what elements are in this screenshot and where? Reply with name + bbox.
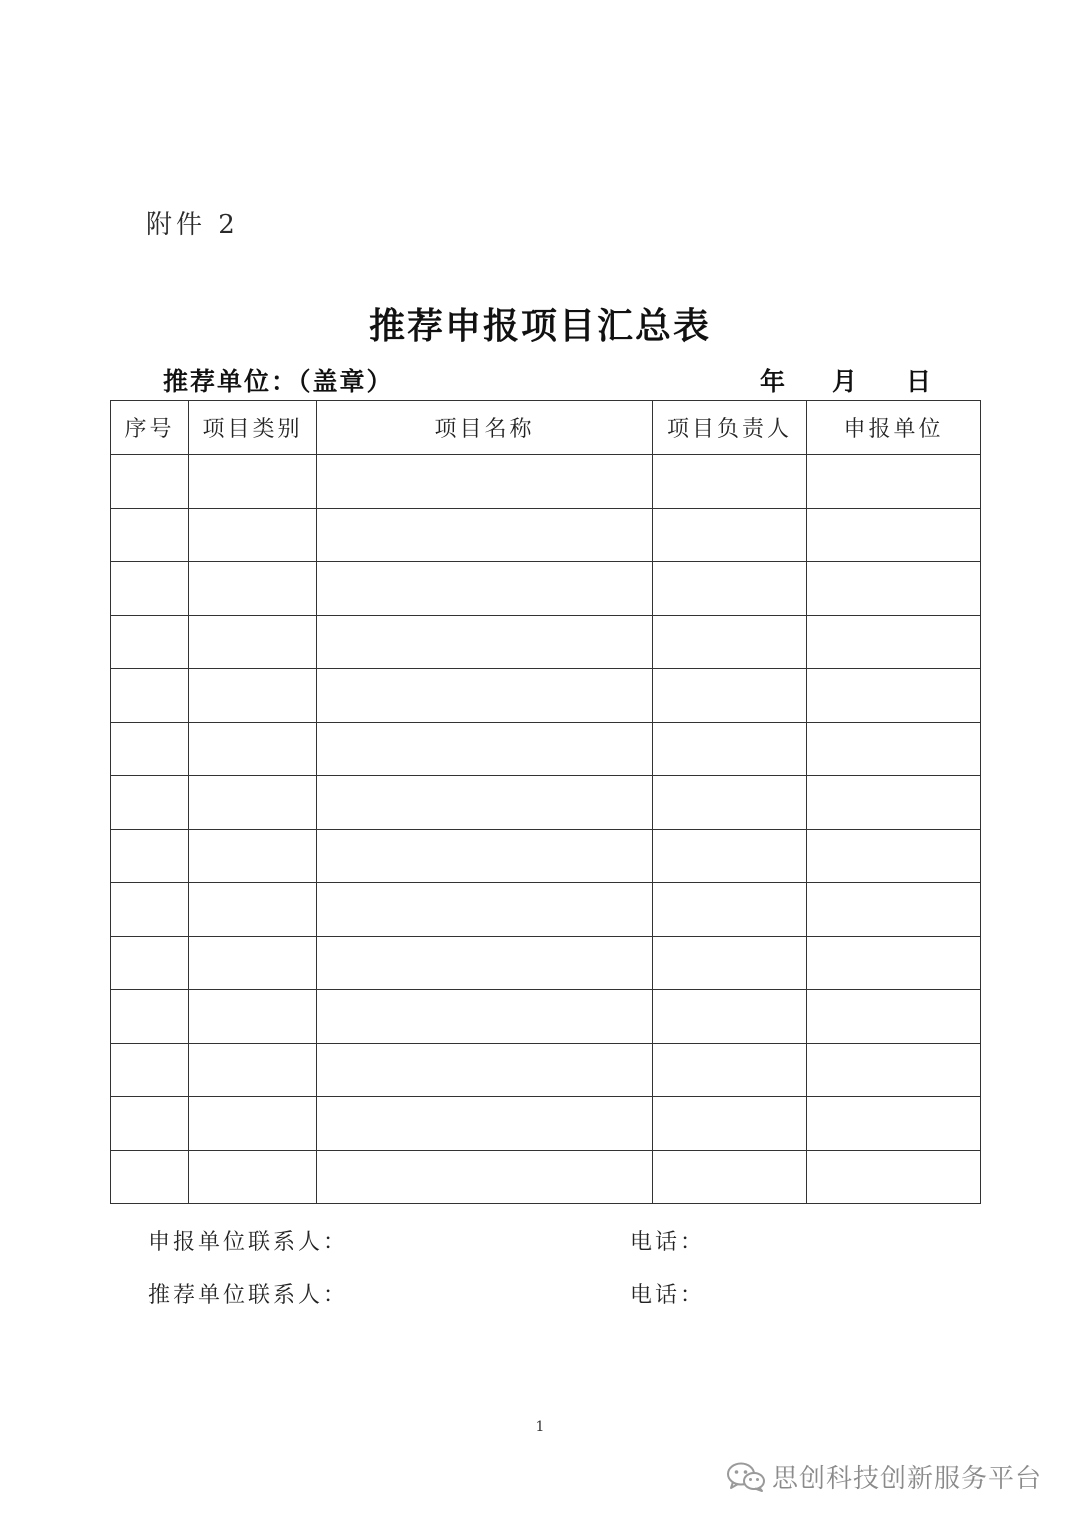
table-cell[interactable] [653,990,807,1044]
date-month-label: 月 [832,367,858,396]
header-project-leader: 项目负责人 [653,401,807,455]
table-cell[interactable] [111,562,189,616]
attachment-label: 附件 2 [146,210,239,240]
table-body [111,455,981,1204]
table-cell[interactable] [807,669,981,723]
table-cell[interactable] [653,776,807,830]
table-cell[interactable] [807,883,981,937]
table-cell[interactable] [653,669,807,723]
table-cell[interactable] [653,883,807,937]
table-row [111,615,981,669]
table-cell[interactable] [807,1097,981,1151]
table-row [111,455,981,509]
table-row [111,508,981,562]
table-cell[interactable] [111,936,189,990]
table-cell[interactable] [317,829,653,883]
table-cell[interactable] [189,455,317,509]
table-cell[interactable] [111,722,189,776]
table-cell[interactable] [111,776,189,830]
table-cell[interactable] [317,936,653,990]
table-cell[interactable] [653,1043,807,1097]
table-cell[interactable] [317,722,653,776]
date-year-label: 年 [760,367,786,396]
page-number: 1 [535,1419,545,1435]
table-cell[interactable] [111,615,189,669]
table-row [111,1043,981,1097]
recommender-phone-label: 电话： [630,1283,706,1308]
date-day-label: 日 [906,367,932,396]
table-row [111,562,981,616]
table-cell[interactable] [807,562,981,616]
table-row [111,669,981,723]
table-cell[interactable] [111,669,189,723]
table-cell[interactable] [189,829,317,883]
table-cell[interactable] [189,562,317,616]
watermark-text: 思创科技创新服务平台 [771,1464,1042,1494]
table-cell[interactable] [653,1097,807,1151]
table-cell[interactable] [317,508,653,562]
table-row [111,1150,981,1204]
table-cell[interactable] [111,1097,189,1151]
header-project-category: 项目类别 [189,401,317,455]
header-serial-number: 序号 [111,401,189,455]
table-cell[interactable] [807,776,981,830]
table-cell[interactable] [653,722,807,776]
table-header-row [111,401,981,455]
recommending-unit-label: 推荐单位：（盖章） [163,367,394,396]
table-cell[interactable] [807,455,981,509]
table-cell[interactable] [111,829,189,883]
table-cell[interactable] [111,990,189,1044]
table-row [111,1097,981,1151]
table-cell[interactable] [189,1097,317,1151]
table-cell[interactable] [807,936,981,990]
table-cell[interactable] [189,776,317,830]
table-cell[interactable] [317,1150,653,1204]
table-cell[interactable] [189,936,317,990]
table-cell[interactable] [189,615,317,669]
page-title: 推荐申报项目汇总表 [368,306,711,347]
table-cell[interactable] [807,829,981,883]
table-cell[interactable] [317,1097,653,1151]
table-cell[interactable] [111,1043,189,1097]
table-cell[interactable] [317,990,653,1044]
table-cell[interactable] [317,1043,653,1097]
table-cell[interactable] [807,508,981,562]
table-cell[interactable] [807,615,981,669]
table-cell[interactable] [807,1150,981,1204]
table-cell[interactable] [111,1150,189,1204]
table-row [111,829,981,883]
table-cell[interactable] [317,615,653,669]
table-row [111,883,981,937]
table-cell[interactable] [653,1150,807,1204]
table-row [111,722,981,776]
header-project-name: 项目名称 [317,401,653,455]
table-cell[interactable] [653,562,807,616]
table-cell[interactable] [111,455,189,509]
table-cell[interactable] [189,1150,317,1204]
table-cell[interactable] [189,669,317,723]
table-cell[interactable] [653,508,807,562]
table-cell[interactable] [653,455,807,509]
table-cell[interactable] [111,508,189,562]
table-cell[interactable] [189,883,317,937]
table-cell[interactable] [653,615,807,669]
wechat-icon [726,1461,766,1493]
table-cell[interactable] [189,722,317,776]
table-cell[interactable] [189,1043,317,1097]
table-cell[interactable] [317,669,653,723]
applicant-contact-label: 申报单位联系人： [148,1230,349,1255]
table-cell[interactable] [317,883,653,937]
table-cell[interactable] [807,1043,981,1097]
table-cell[interactable] [189,508,317,562]
applicant-phone-label: 电话： [630,1230,706,1255]
table-row [111,776,981,830]
table-cell[interactable] [317,455,653,509]
table-cell[interactable] [653,829,807,883]
table-cell[interactable] [317,776,653,830]
table-row [111,936,981,990]
table-cell[interactable] [189,990,317,1044]
table-cell[interactable] [653,936,807,990]
table-row [111,990,981,1044]
watermark [726,1458,1042,1495]
table-cell[interactable] [111,883,189,937]
table-cell[interactable] [807,722,981,776]
table-cell[interactable] [807,990,981,1044]
summary-table [110,400,981,1204]
header-applicant-unit: 申报单位 [807,401,981,455]
recommender-contact-label: 推荐单位联系人： [148,1283,349,1308]
table-cell[interactable] [317,562,653,616]
